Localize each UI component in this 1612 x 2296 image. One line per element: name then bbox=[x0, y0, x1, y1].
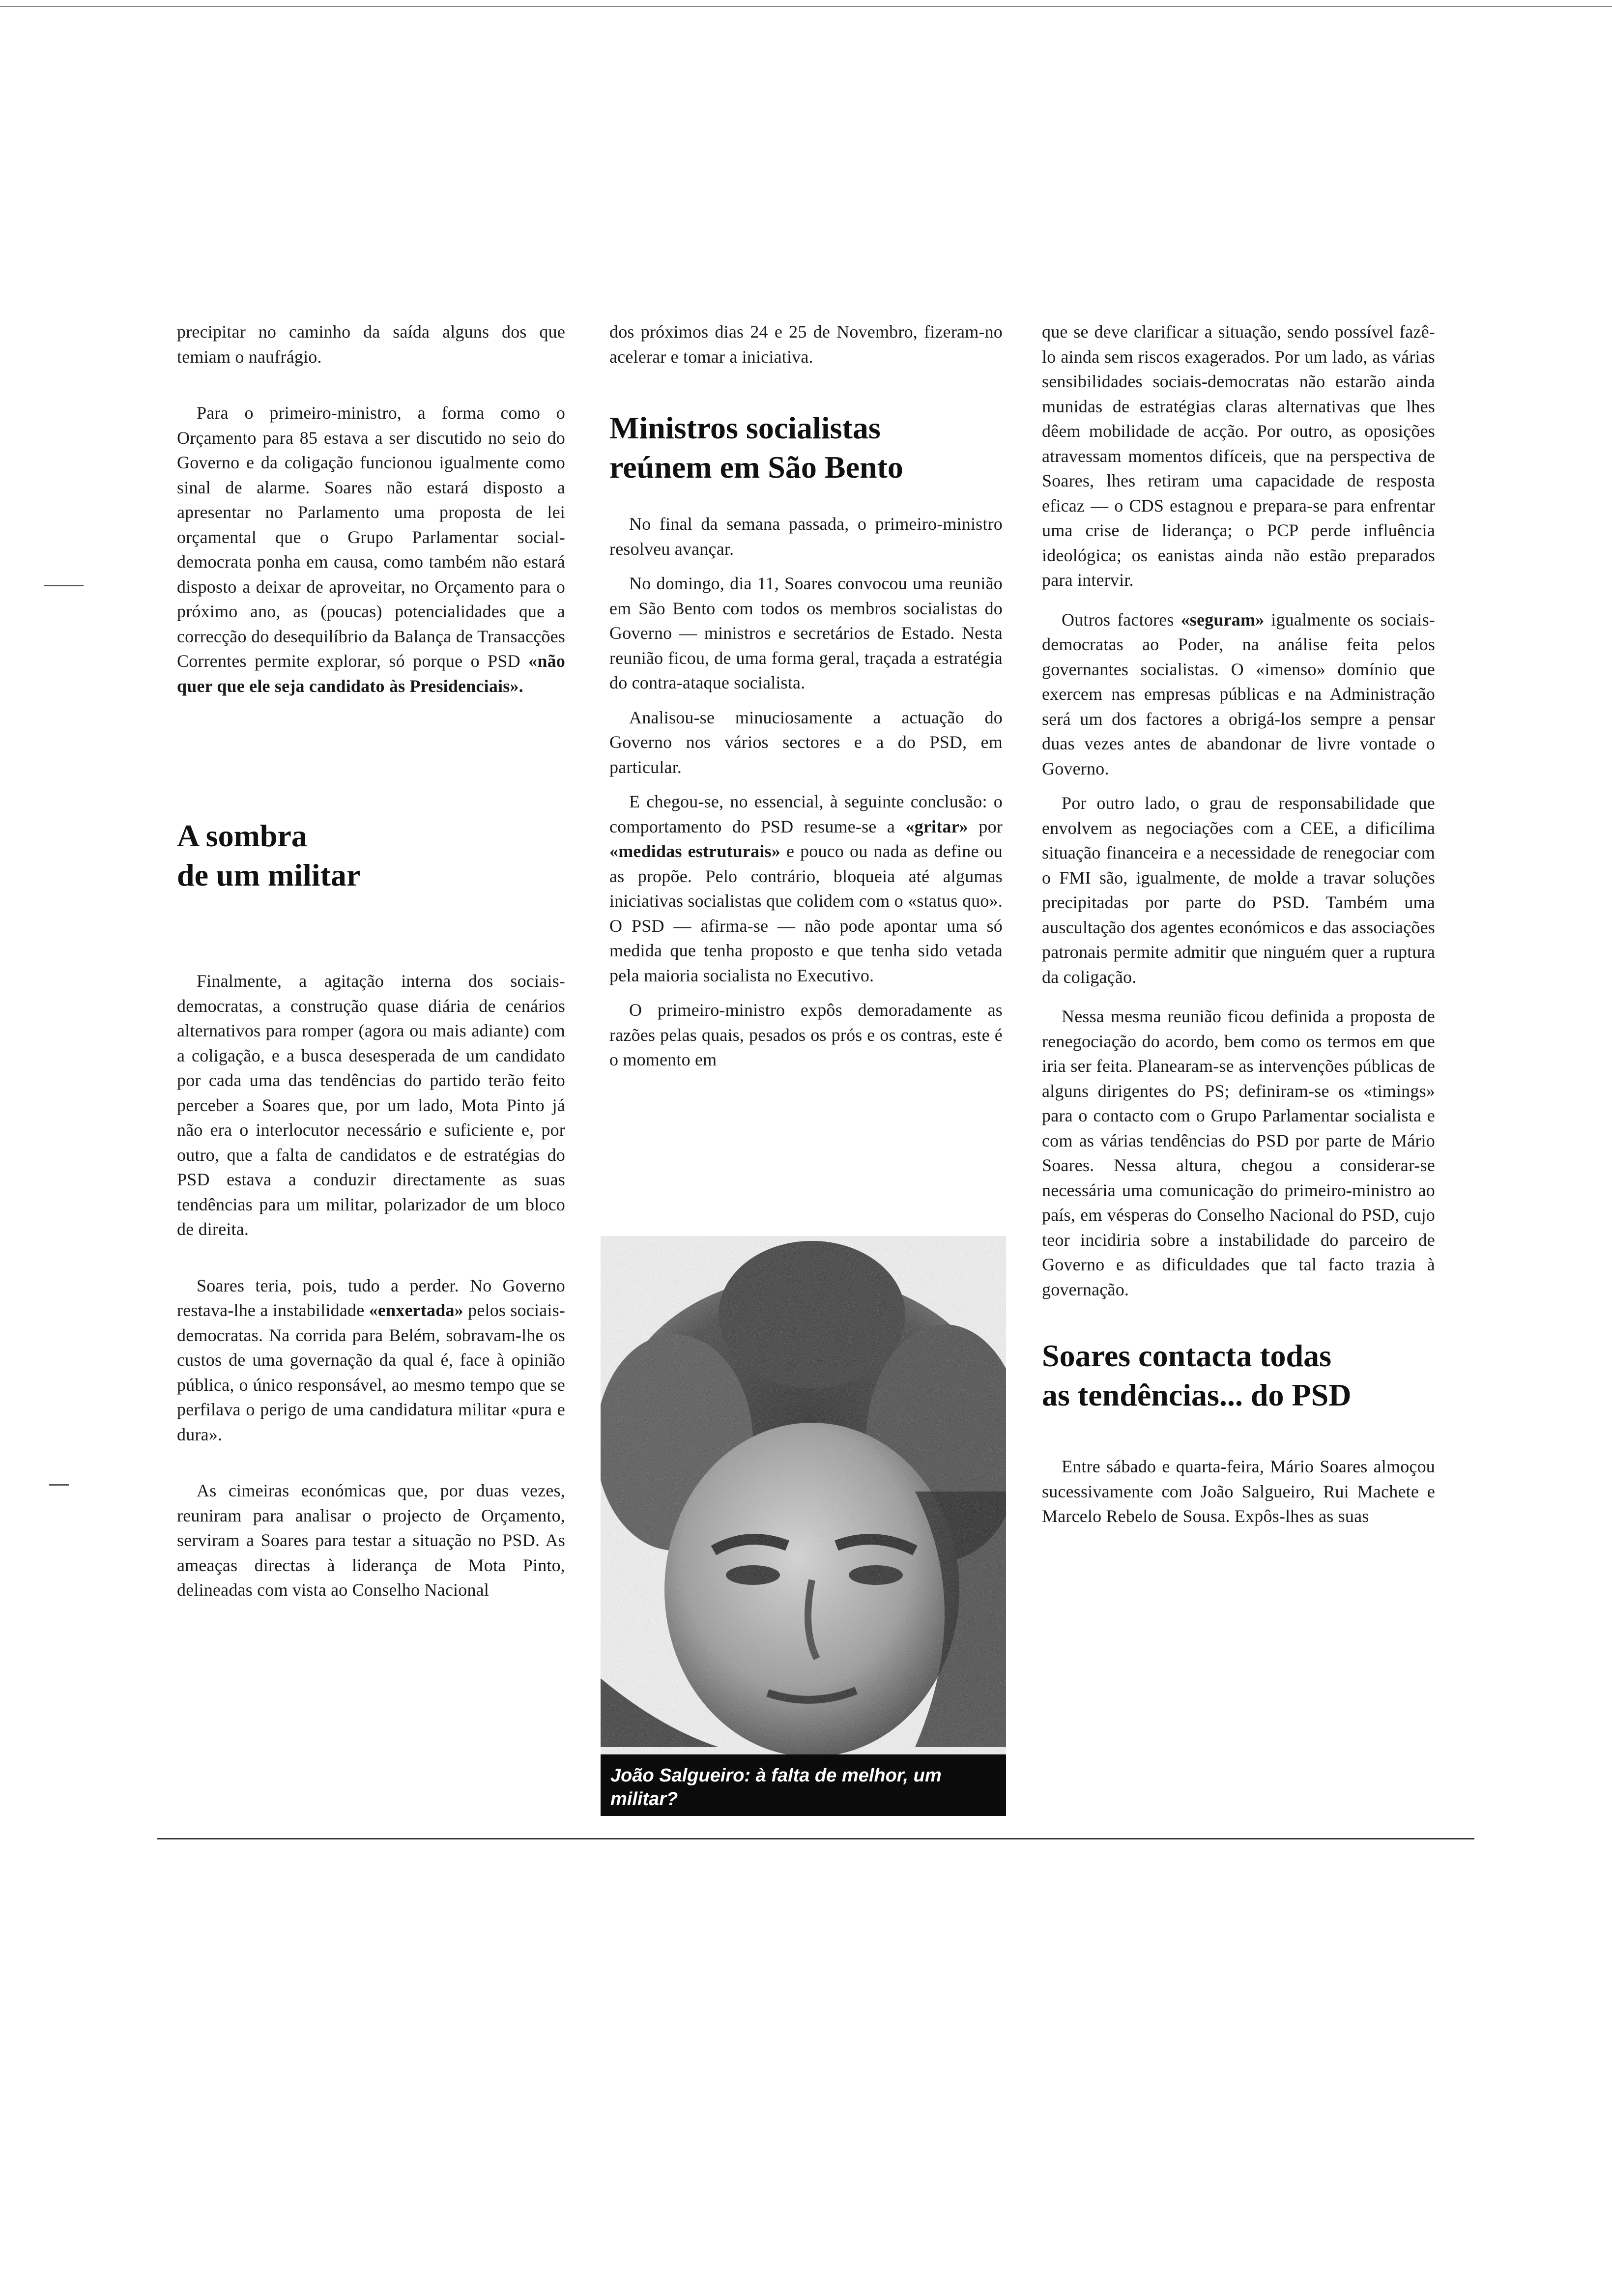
paragraph: precipitar no caminho da saída alguns dos que temiam o naufrágio. bbox=[177, 322, 565, 367]
column-left bbox=[177, 319, 565, 1634]
portrait-image bbox=[601, 1236, 1006, 1816]
subheading-ministros bbox=[609, 408, 1003, 487]
paragraph-text: e pouco ou nada as define ou as propõe. Pelo contrário, bloqueia até algumas iniciativas socialistas que colidem com o «status quo». O PSD — afirma-se — não pode apontar uma só medida que tenha proposto e que tenha sido vetada pela maioria socialista no Executivo. bbox=[609, 841, 1003, 985]
paragraph-text: igualmente os sociais-democratas ao Poder, na análise feita pelos governantes socialistas. O «imenso» domínio que exercem nas empresas públicas e na Administração será um dos factores a obrigá-los sempre a pensar duas vezes antes de abandonar de livre vontade o Governo. bbox=[1042, 609, 1436, 778]
photo-caption: João Salgueiro: à falta de melhor, um militar? bbox=[610, 1765, 942, 1809]
paragraph: que se deve clarificar a situação, sendo possível fazê-lo ainda sem riscos exagerados. Por um lado, as várias sensibilidades sociais-democratas não estarão ainda munidas de estratégias claras alternativas que lhes dêem mobilidade de acção. Por outro, as oposições atravessam momentos difíceis, que na perspectiva de Soares, lhes retiram uma capacidade de resposta eficaz — o CDS estagnou e prepara-se para enfrentar uma crise de liderança; o PCP perde influência ideológica; os eanistas ainda não estão preparados para intervir. bbox=[1042, 322, 1435, 590]
subheading-line: de um militar bbox=[177, 858, 361, 892]
paragraph: O primeiro-ministro expôs demoradamente as razões pelas quais, pesados os prós e os contras, este é o momento em bbox=[609, 1000, 1003, 1069]
subheading-line: as tendências... do PSD bbox=[1042, 1378, 1352, 1412]
bottom-column-rule bbox=[157, 1838, 1474, 1839]
subheading-soares-contacta bbox=[1042, 1336, 1435, 1415]
paragraph-text: pelos sociais-democratas. Na corrida para Belém, sobravam-lhe os custos de uma governação da qual é, face à opinião pública, o único responsável, ao mesmo tempo que se perfilava o perigo de uma candidatura militar «pura e dura». bbox=[177, 1300, 565, 1444]
paragraph-text: por bbox=[979, 816, 1003, 836]
paragraph-bold: «não quer que ele seja candidato às Presidenciais». bbox=[177, 651, 565, 696]
subheading-sombra bbox=[177, 816, 565, 895]
margin-mark-left bbox=[44, 585, 84, 586]
subheading-line: A sombra bbox=[177, 818, 307, 853]
paragraph bbox=[1042, 607, 1435, 781]
paragraph: dos próximos dias 24 e 25 de Novembro, fizeram-no acelerar e tomar a iniciativa. bbox=[609, 322, 1003, 367]
paragraph-bold: «seguram» bbox=[1180, 609, 1265, 630]
column-middle bbox=[609, 319, 1003, 1104]
paragraph-text: Soares teria, pois, tudo a perder. No Governo restava-lhe a instabilidade bbox=[177, 1275, 565, 1320]
paragraph: Analisou-se minuciosamente a actuação do Governo nos vários sectores e a do PSD, em particular. bbox=[609, 707, 1003, 777]
paragraph-bold: «enxertada» bbox=[369, 1300, 463, 1320]
paragraph: No final da semana passada, o primeiro-ministro resolveu avançar. bbox=[609, 514, 1003, 559]
portrait-photo bbox=[601, 1236, 1006, 1816]
paragraph-text: E chegou-se, no essencial, à seguinte conclusão: o comportamento do PSD resume-se a bbox=[609, 792, 1003, 836]
paragraph-bold: «medidas estruturais» bbox=[609, 841, 780, 861]
paragraph: Finalmente, a agitação interna dos sociais-democratas, a construção quase diária de cenários alternativos para romper (agora ou mais adiante) com a coligação, e a busca desesperada de um candidato por cada uma das tendências do partido terão feito perceber a Soares que, por um lado, Mota Pinto já não era o interlocutor necessário e suficiente e, por outro, que a falta de candidatos e de estratégias do PSD estava a conduzir directamente as suas tendências para um militar, polarizador de um bloco de direita. bbox=[177, 971, 565, 1239]
paragraph bbox=[177, 1273, 565, 1447]
paragraph: Por outro lado, o grau de responsabilidade que envolvem as negociações com a CEE, a dificílima situação financeira e a necessidade de renegociar com o FMI são, igualmente, de molde a travar soluções precipitadas por parte do PSD. Também uma auscultação dos agentes económicos e das associações patronais permite admitir que ninguém quer a ruptura da coligação. bbox=[1042, 793, 1435, 987]
paragraph-text: Outros factores bbox=[1062, 609, 1174, 630]
subheading-line: reúnem em São Bento bbox=[609, 450, 903, 485]
paragraph: As cimeiras económicas que, por duas vezes, reuniram para analisar o projecto de Orçamento, serviram a Soares para testar a situação no PSD. As ameaças directas à liderança de Mota Pinto, delineadas com vista ao Conselho Nacional bbox=[177, 1481, 565, 1600]
paragraph: No domingo, dia 11, Soares convocou uma reunião em São Bento com todos os membros socialistas do Governo — ministros e secretários de Estado. Nesta reunião ficou, de uma forma geral, traçada a estratégia do contra-ataque socialista. bbox=[609, 574, 1003, 692]
subheading-line: Ministros socialistas bbox=[609, 410, 881, 445]
paragraph: Nessa mesma reunião ficou definida a proposta de renegociação do acordo, bem como os termos em que iria ser feita. Planearam-se as intervenções públicas de alguns dirigentes do PS; definiram-se os «timings» para o contacto com o Grupo Parlamentar socialista e com as várias tendências do PSD por parte de Mário Soares. Nessa altura, chegou a considerar-se necessária uma comunicação do primeiro-ministro ao país, em vésperas do Conselho Nacional do PSD, cujo teor incidiria sobre a instabilidade do parceiro de Governo e as dificuldades que tal facto trazia à governação. bbox=[1042, 1006, 1435, 1299]
paragraph-text: Para o primeiro-ministro, a forma como o Orçamento para 85 estava a ser discutido no seio do Governo e da coligação funcionou igualmente como sinal de alarme. Soares não estará disposto a apresentar no Parlamento uma proposta de lei orçamental que o Grupo Parlamentar social-democrata ponha em causa, como também não estará disposto a deixar de aproveitar, no Orçamento para o próximo ano, as (poucas) potencialidades que a correcção do desequilíbrio da Balança de Transacções Correntes permite explorar, só porque o PSD bbox=[177, 403, 565, 671]
paragraph-bold: «gritar» bbox=[905, 816, 968, 836]
top-edge-rule bbox=[0, 6, 1612, 7]
paragraph bbox=[177, 401, 565, 698]
margin-mark-left-2 bbox=[49, 1484, 69, 1486]
paragraph: Entre sábado e quarta-feira, Mário Soares almoçou sucessivamente com João Salgueiro, Rui Machete e Marcelo Rebelo de Sousa. Expôs-lhes as suas bbox=[1042, 1457, 1435, 1526]
subheading-line: Soares contacta todas bbox=[1042, 1338, 1331, 1373]
column-right bbox=[1042, 319, 1435, 1560]
paragraph bbox=[609, 789, 1003, 988]
